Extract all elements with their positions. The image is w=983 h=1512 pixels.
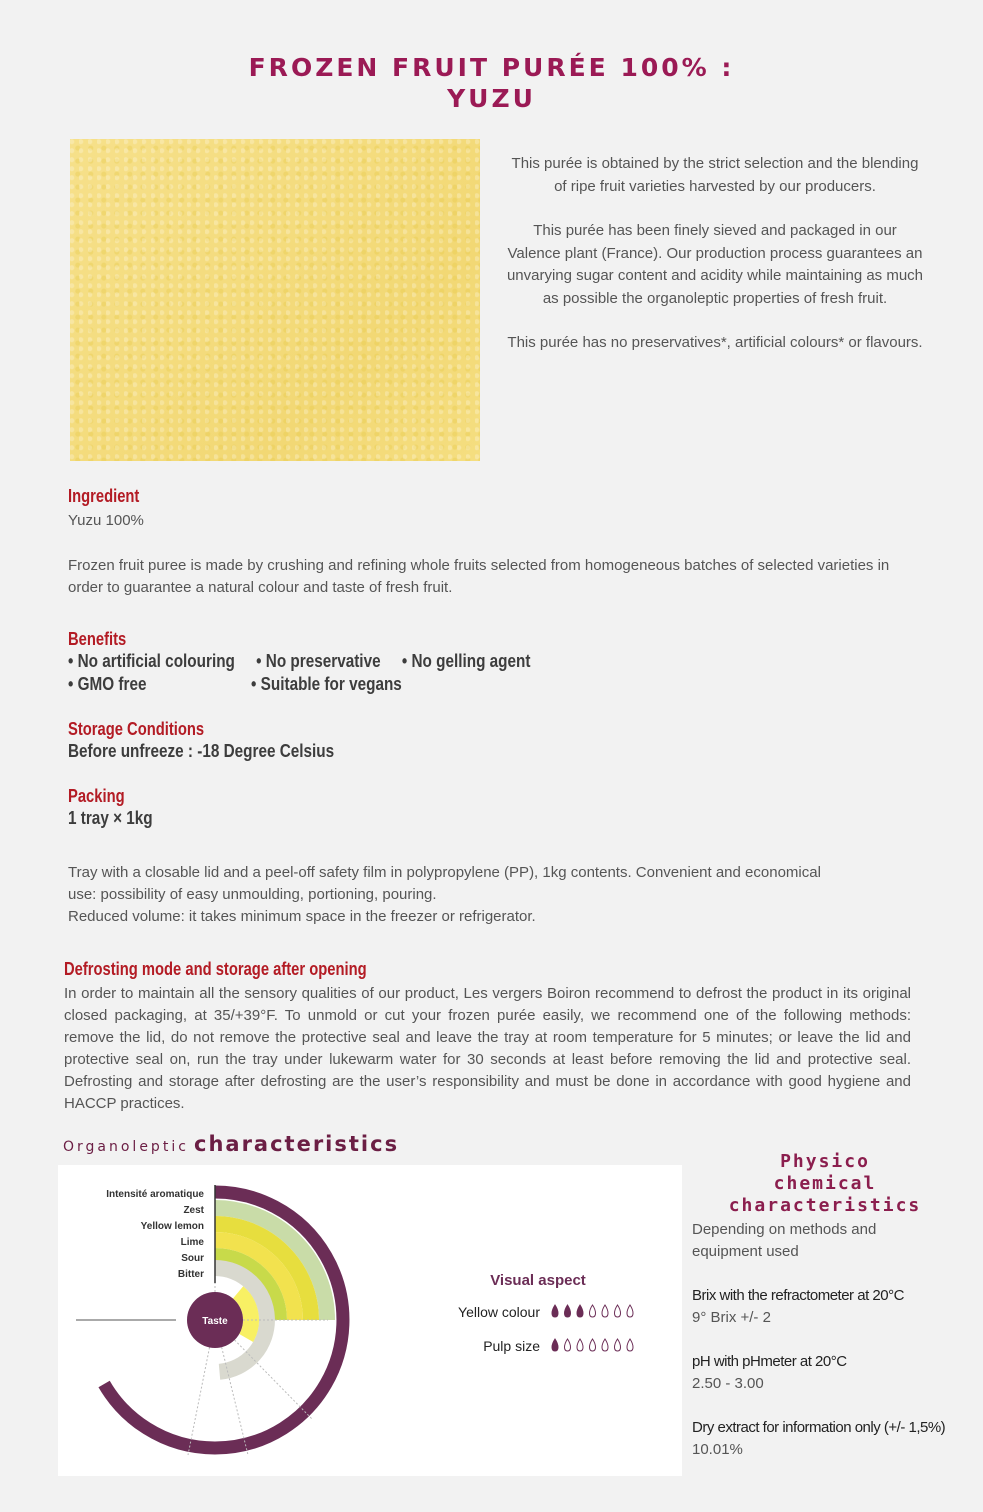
product-photo: [70, 139, 480, 461]
brix-label: Brix with the refractometer at 20°C: [692, 1287, 904, 1304]
yellow-colour-drops: [552, 1305, 633, 1317]
ingredient-heading: Ingredient: [68, 486, 140, 506]
drop-empty: [565, 1339, 571, 1351]
drop-empty: [602, 1305, 608, 1317]
visual-label-yellow-colour: Yellow colour: [458, 1304, 540, 1320]
benefits-heading: Benefits: [68, 629, 127, 649]
physico-note: Depending on methods and equipment used: [692, 1221, 877, 1260]
axis-label-intensity: Intensité aromatique: [106, 1189, 204, 1200]
intro-paragraph-1: This purée is obtained by the strict selection and the blending of ripe fruit varieties harvested by our producers.: [511, 155, 919, 195]
packing-line-2: use: possibility of easy unmoulding, portioning, pouring.: [68, 886, 437, 903]
brix-value: 9° Brix +/- 2: [692, 1309, 771, 1326]
axis-label-zest: Zest: [183, 1205, 204, 1216]
benefit-item: • No gelling agent: [401, 651, 531, 671]
drop-empty: [590, 1339, 596, 1351]
drop-filled: [577, 1305, 583, 1317]
defrost-text: In order to maintain all the sensory qualities of our product, Les vergers Boiron recommend to defrost the product in its original closed packaging, at 35/+39°F. To unmold or cut your frozen purée easily, we recommend one of the following methods: remove the lid, do not remove the protective seal and leave the tray at room temperature for 5 minutes; or leave the lid and protective seal on, run the tray under lukewarm water for 30 seconds at least before removing the lid and protective seal. Defrosting and storage after defrosting are the user’s responsibility and must be done in accordance with good hygiene and HACCP practices.: [64, 985, 911, 1112]
benefit-item: • Suitable for vegans: [251, 674, 402, 694]
packing-value: 1 tray × 1kg: [68, 808, 153, 828]
axis-label-yellow-lemon: Yellow lemon: [140, 1221, 204, 1232]
dry-extract-label: Dry extract for information only (+/- 1,5%): [692, 1419, 946, 1436]
benefits-row-2: [68, 674, 402, 695]
packing-line-3: Reduced volume: it takes minimum space in the freezer or refrigerator.: [68, 908, 536, 925]
defrost-heading: Defrosting mode and storage after opening: [64, 959, 367, 979]
pulp-size-drops: [552, 1339, 633, 1351]
ingredient-description: Frozen fruit puree is made by crushing and refining whole fruits selected from homogeneous batches of selected varieties in order to guarantee a natural colour and taste of fresh fruit.: [68, 557, 890, 596]
organoleptic-chart: [58, 1165, 682, 1476]
ph-value: 2.50 - 3.00: [692, 1375, 764, 1392]
dry-extract-value: 10.01%: [692, 1441, 743, 1458]
page-title: [0, 52, 983, 114]
drop-empty: [590, 1305, 596, 1317]
physico-title: [725, 1151, 925, 1217]
axis-label-lime: Lime: [180, 1237, 204, 1248]
packing-heading: Packing: [68, 786, 125, 806]
taste-center-label: Taste: [202, 1316, 228, 1327]
intro-text: [505, 153, 925, 377]
benefits-row-1: [68, 651, 530, 672]
visual-label-pulp-size: Pulp size: [483, 1338, 540, 1354]
benefit-item: • No preservative: [256, 651, 381, 671]
axis-label-sour: Sour: [181, 1253, 204, 1264]
taste-wheel: [58, 1165, 682, 1476]
drop-filled: [552, 1339, 558, 1351]
visual-aspect-title: Visual aspect: [490, 1272, 586, 1289]
benefit-item: • No artificial colouring: [68, 651, 235, 671]
drop-empty: [615, 1339, 621, 1351]
drop-empty: [627, 1339, 633, 1351]
title-line-2: YUZU: [447, 84, 536, 113]
axis-label-bitter: Bitter: [177, 1269, 204, 1280]
intro-paragraph-2: This purée has been finely sieved and packaged in our Valence plant (France). Our production process guarantees an unvarying sugar content and acidity while maintaining as much as possible the organoleptic properties of fresh fruit.: [506, 222, 924, 307]
drop-empty: [602, 1339, 608, 1351]
physico-title-line-1: Physico chemical: [773, 1151, 877, 1194]
intro-paragraph-3: This purée has no preservatives*, artificial colours* or flavours.: [507, 334, 923, 351]
organoleptic-title-small: Organoleptic: [63, 1139, 189, 1155]
storage-heading: Storage Conditions: [68, 719, 205, 739]
physico-details: [692, 1219, 972, 1461]
ph-label: pH with pHmeter at 20°C: [692, 1353, 847, 1370]
drop-filled: [552, 1305, 558, 1317]
drop-empty: [627, 1305, 633, 1317]
organoleptic-title: [63, 1132, 399, 1156]
title-line-1: FROZEN FRUIT PURÉE 100% :: [248, 53, 735, 82]
storage-value: Before unfreeze : -18 Degree Celsius: [68, 741, 335, 761]
organoleptic-title-big: characteristics: [194, 1132, 400, 1156]
packing-line-1: Tray with a closable lid and a peel-off safety film in polypropylene (PP), 1kg contents. Convenient and economical: [68, 864, 821, 881]
physico-title-line-2: characteristics: [728, 1195, 922, 1216]
drop-empty: [615, 1305, 621, 1317]
drop-filled: [565, 1305, 571, 1317]
ingredient-value: Yuzu 100%: [68, 512, 144, 529]
drop-empty: [577, 1339, 583, 1351]
packing-description: [68, 862, 938, 928]
benefit-item: • GMO free: [68, 674, 147, 694]
